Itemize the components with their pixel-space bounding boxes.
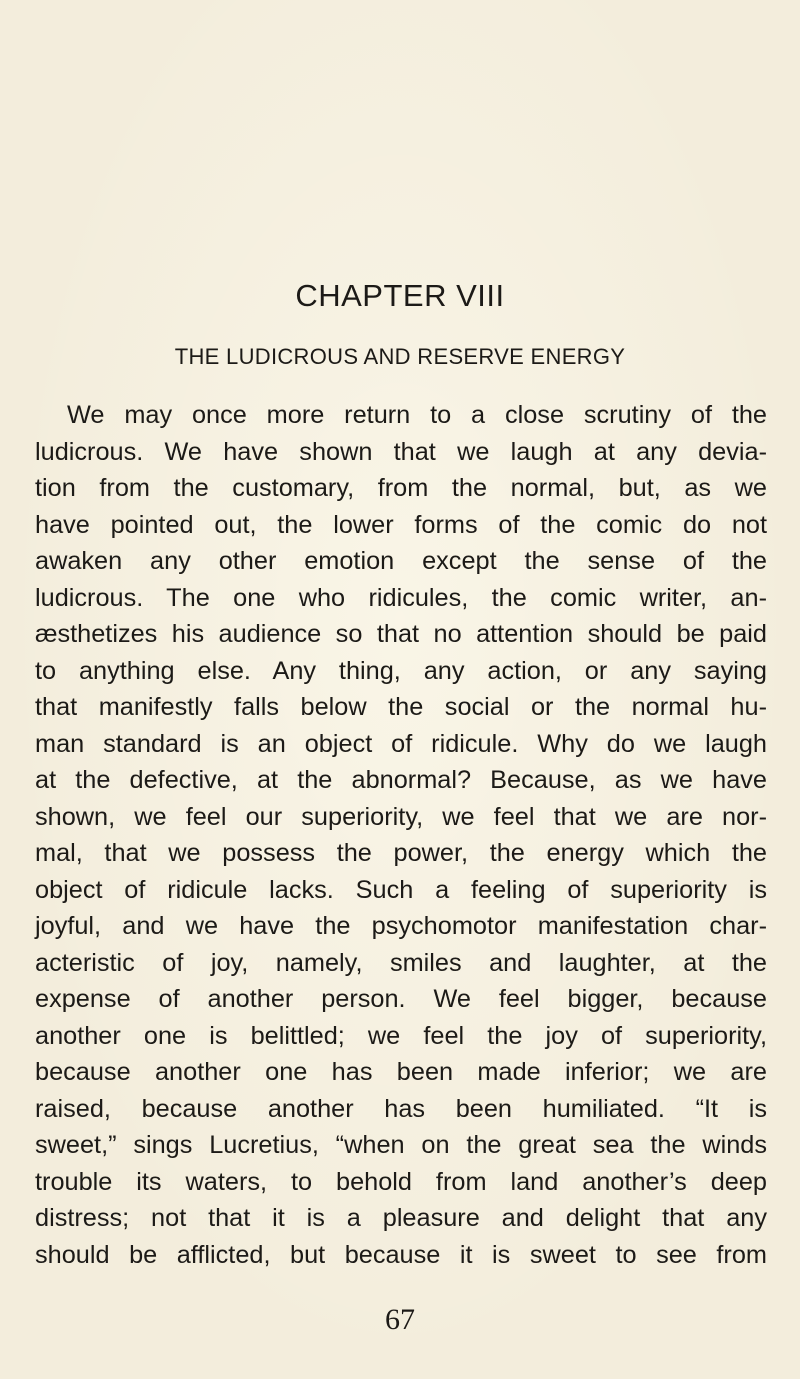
text-line: æsthetizes his audience so that no attention should be paid <box>35 620 767 648</box>
chapter-title: CHAPTER VIII <box>295 278 505 313</box>
chapter-subtitle: THE LUDICROUS AND RESERVE ENERGY <box>174 344 626 369</box>
text-line: distress; not that it is a pleasure and delight that any <box>35 1204 767 1232</box>
text-line: trouble its waters, to behold from land another’s deep <box>35 1167 767 1196</box>
text-line: to anything else. Any thing, any action, or any saying <box>35 656 767 685</box>
text-line: ludicrous. The one who ridicules, the comic writer, an- <box>35 583 767 612</box>
text-line: tion from the customary, from the normal, but, as we <box>35 474 767 502</box>
text-line: ludicrous. We have shown that we laugh at any devia- <box>35 437 767 466</box>
text-line: awaken any other emotion except the sense of the <box>35 547 767 575</box>
text-line: another one is belittled; we feel the joy of superiority, <box>35 1021 767 1050</box>
text-line: expense of another person. We feel bigger, because <box>35 985 767 1013</box>
text-line: mal, that we possess the power, the energy which the <box>35 839 767 867</box>
text-line: man standard is an object of ridicule. Why do we laugh <box>35 729 767 758</box>
text-line: at the defective, at the abnormal? Because, as we have <box>35 766 767 794</box>
text-line: should be afflicted, but because it is sweet to see from <box>35 1240 767 1269</box>
body-paragraph <box>35 397 767 1273</box>
page-number: 67 <box>385 1303 415 1336</box>
text-line: that manifestly falls below the social or the normal hu- <box>35 693 767 721</box>
text-line: We may once more return to a close scrutiny of the <box>67 401 767 429</box>
text-line: have pointed out, the lower forms of the comic do not <box>35 510 767 539</box>
text-line: because another one has been made inferior; we are <box>35 1058 767 1086</box>
text-line: shown, we feel our superiority, we feel that we are nor- <box>35 802 767 831</box>
text-line: raised, because another has been humiliated. “It is <box>35 1094 767 1123</box>
text-line: sweet,” sings Lucretius, “when on the great sea the winds <box>35 1131 767 1159</box>
text-line: object of ridicule lacks. Such a feeling of superiority is <box>35 875 767 904</box>
text-line: acteristic of joy, namely, smiles and laughter, at the <box>35 948 767 977</box>
text-line: joyful, and we have the psychomotor manifestation char- <box>35 912 767 940</box>
